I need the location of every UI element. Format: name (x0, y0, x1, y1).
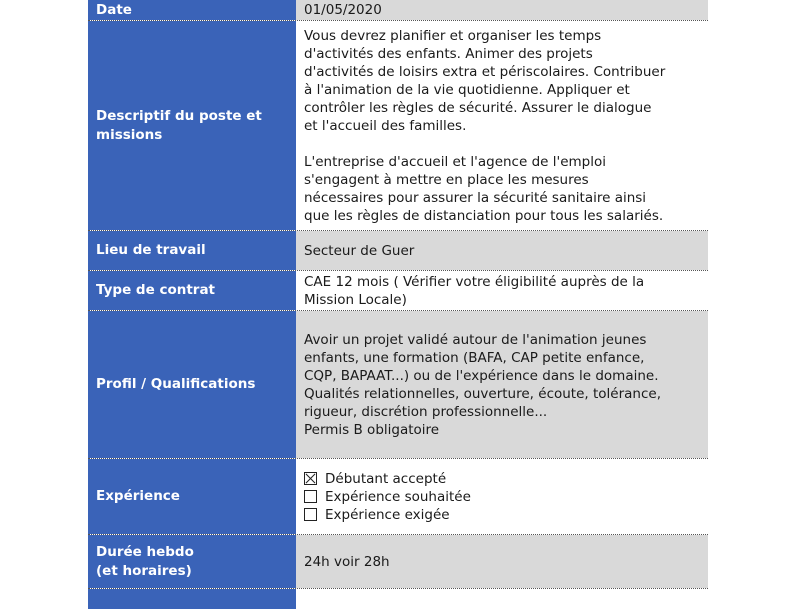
text-line: Avoir un projet validé autour de l'animation jeunes (304, 331, 647, 348)
text-line: Permis B obligatoire (304, 421, 440, 438)
date-text: 01/05/2020 (304, 2, 382, 18)
text-line: CQP, BAPAAT...) ou de l'expérience dans le domaine. (304, 367, 659, 384)
row-duree (88, 535, 708, 589)
value-descriptif (296, 21, 708, 230)
row-contrat (88, 271, 708, 311)
checkbox-empty-icon[interactable] (304, 490, 317, 503)
description-paragraph-1 (304, 27, 708, 135)
duree-label-line: (et horaires) (96, 562, 192, 579)
text-line: à l'animation de la vie quotidienne. Appliquer et (304, 82, 630, 98)
experience-option-label: Expérience souhaitée (325, 488, 471, 505)
experience-option[interactable] (304, 470, 708, 488)
label-lieu: Lieu de travail (88, 231, 296, 270)
value-date (296, 0, 708, 20)
text-line: L'entreprise d'accueil et l'agence de l'emploi (304, 154, 606, 170)
row-profil (88, 311, 708, 459)
value-duree (296, 535, 708, 588)
label-contrat: Type de contrat (88, 271, 296, 310)
text-line: d'activités de loisirs extra et périscolaires. Contribuer (304, 64, 666, 80)
checkbox-empty-icon[interactable] (304, 508, 317, 521)
duree-label-line: Durée hebdo (96, 543, 194, 560)
experience-option[interactable] (304, 488, 708, 506)
label-experience: Expérience (88, 459, 296, 534)
text-line: rigueur, discrétion professionnelle... (304, 403, 548, 420)
row-date (88, 0, 708, 21)
label-descriptif: Descriptif du poste et missions (88, 21, 296, 230)
text-line: enfants, une formation (BAFA, CAP petite enfance, (304, 349, 645, 366)
duree-text: 24h voir 28h (304, 553, 390, 570)
text-line: d'activités des enfants. Animer des projets (304, 46, 593, 62)
experience-option-label: Débutant accepté (325, 470, 447, 487)
text-line: Qualités relationnelles, ouverture, écoute, tolérance, (304, 385, 661, 402)
label-date: Date (88, 0, 296, 20)
text-line: Mission Locale) (304, 291, 407, 308)
row-lieu (88, 231, 708, 271)
value-lieu (296, 231, 708, 270)
label-profil: Profil / Qualifications (88, 311, 296, 458)
lieu-text: Secteur de Guer (304, 242, 415, 259)
experience-option[interactable] (304, 506, 708, 524)
text-line: nécessaires pour assurer la sécurité sanitaire ainsi (304, 190, 647, 206)
text-line: CAE 12 mois ( Vérifier votre éligibilité auprès de la (304, 273, 645, 290)
text-line: contrôler les règles de sécurité. Assurer le dialogue (304, 100, 652, 116)
label-duree (88, 535, 296, 588)
experience-option-label: Expérience exigée (325, 506, 450, 523)
description-paragraph-2 (304, 153, 708, 225)
text-line: Vous devrez planifier et organiser les temps (304, 28, 602, 44)
value-profil (296, 311, 708, 458)
text-line: et l'accueil des familles. (304, 118, 467, 134)
value-next (296, 589, 708, 609)
checkbox-checked-icon[interactable] (304, 472, 317, 485)
text-line: s'engagent à mettre en place les mesures (304, 172, 589, 188)
value-experience (296, 459, 708, 534)
row-next (88, 589, 708, 609)
label-next (88, 589, 296, 609)
row-descriptif (88, 21, 708, 231)
value-contrat (296, 271, 708, 310)
text-line: que les règles de distanciation pour tous les salariés. (304, 208, 664, 224)
row-experience (88, 459, 708, 535)
